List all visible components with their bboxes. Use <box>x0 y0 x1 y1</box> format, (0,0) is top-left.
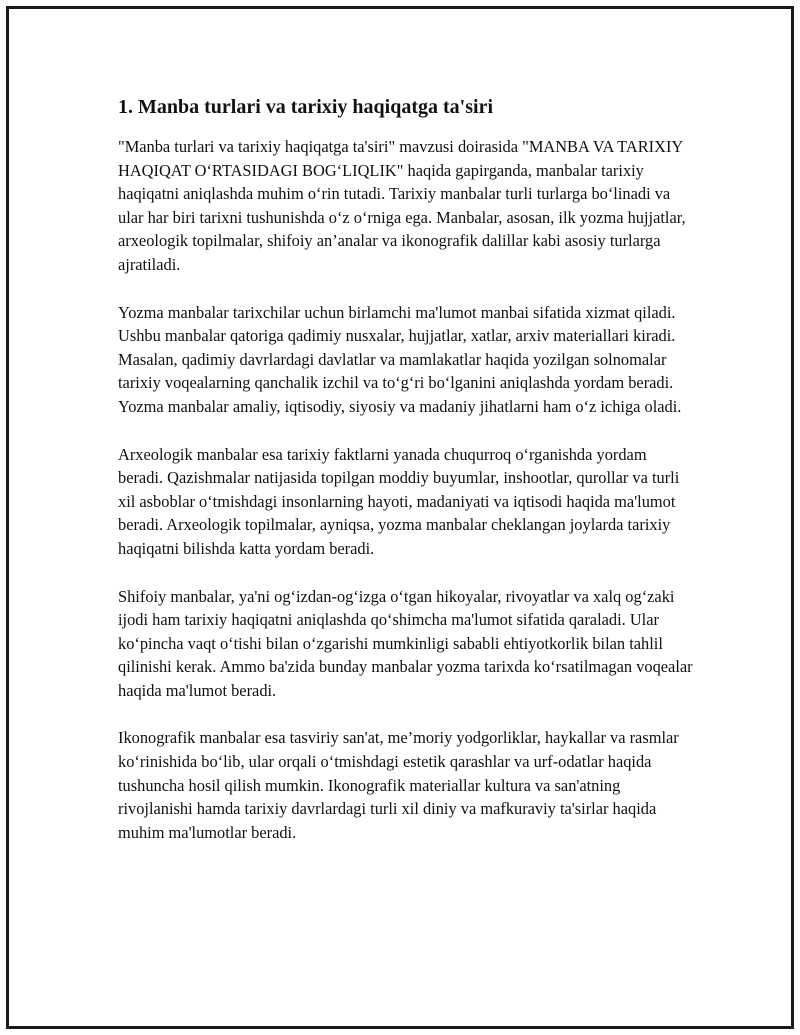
paragraph-sources-overview: "Manba turlari va tarixiy haqiqatga ta'siri" mavzusi doirasida "MANBA VA TARIXIY HAQIQAT O‘RTASIDAGI BOG‘LIQLIK" haqida gapirganda, manbalar tarixiy haqiqatni aniqlashda muhim o‘rin tutadi. Tarixiy manbalar turli turlarga bo‘linadi va ular har biri tarixni tushunishda o‘z o‘rniga ega. Manbalar, asosan, ilk yozma hujjatlar, arxeologik topilmalar, shifoiy an’analar va ikonografik dalillar kabi asosiy turlarga ajratiladi. <box>118 137 686 274</box>
paragraph-iconographic-sources: Ikonografik manbalar esa tasviriy san'at, me’moriy yodgorliklar, haykallar va rasmlar ko‘rinishida bo‘lib, ular orqali o‘tmishdagi estetik qarashlar va urf-odatlar haqida tushuncha hosil qilish mumkin. Ikonografik materiallar kultura va san'atning rivojlanishi hamda tarixiy davrlardagi turli xil diniy va mafkuraviy ta'sirlar haqida muhim ma'lumotlar beradi. <box>118 728 679 842</box>
paragraph-archaeological-sources: Arxeologik manbalar esa tarixiy faktlarni yanada chuqurroq o‘rganishda yordam beradi. Qazishmalar natijasida topilgan moddiy buyumlar, inshootlar, qurollar va turli xil asboblar o‘tmishdagi insonlarning hayoti, madaniyati va iqtisodi haqida ma'lumot beradi. Arxeologik topilmalar, ayniqsa, yozma manbalar cheklangan joylarda tarixiy haqiqatni bilishda katta yordam beradi. <box>118 444 680 558</box>
paragraph-written-sources: Yozma manbalar tarixchilar uchun birlamchi ma'lumot manbai sifatida xizmat qiladi. Ushbu manbalar qatoriga qadimiy nusxalar, hujjatlar, xatlar, arxiv materiallari kiradi. Masalan, qadimiy davrlardagi davlatlar va mamlakatlar haqida yozilgan solnomalar tarixiy voqealarning qanchalik izchil va to‘g‘ri bo‘lganini aniqlashda yordam beradi. Yozma manbalar amaliy, iqtisodiy, siyosiy va madaniy jihatlarni ham o‘z ichiga oladi. <box>118 302 682 416</box>
section-heading: 1. Manba turlari va tarixiy haqiqatga ta'siri <box>118 96 493 118</box>
document-body <box>118 93 693 868</box>
page-frame <box>6 6 794 1029</box>
paragraph-oral-sources: Shifoiy manbalar, ya'ni og‘izdan-og‘izga o‘tgan hikoyalar, rivoyatlar va xalq og‘zaki ijodi ham tarixiy haqiqatni aniqlashda qo‘shimcha ma'lumot sifatida qaraladi. Ular ko‘pincha vaqt o‘tishi bilan o‘zgarishi mumkinligi sababli ehtiyotkorlik bilan tahlil qilinishi kerak. Ammo ba'zida bunday manbalar yozma tarixda ko‘rsatilmagan voqealar haqida ma'lumot beradi. <box>118 586 693 700</box>
